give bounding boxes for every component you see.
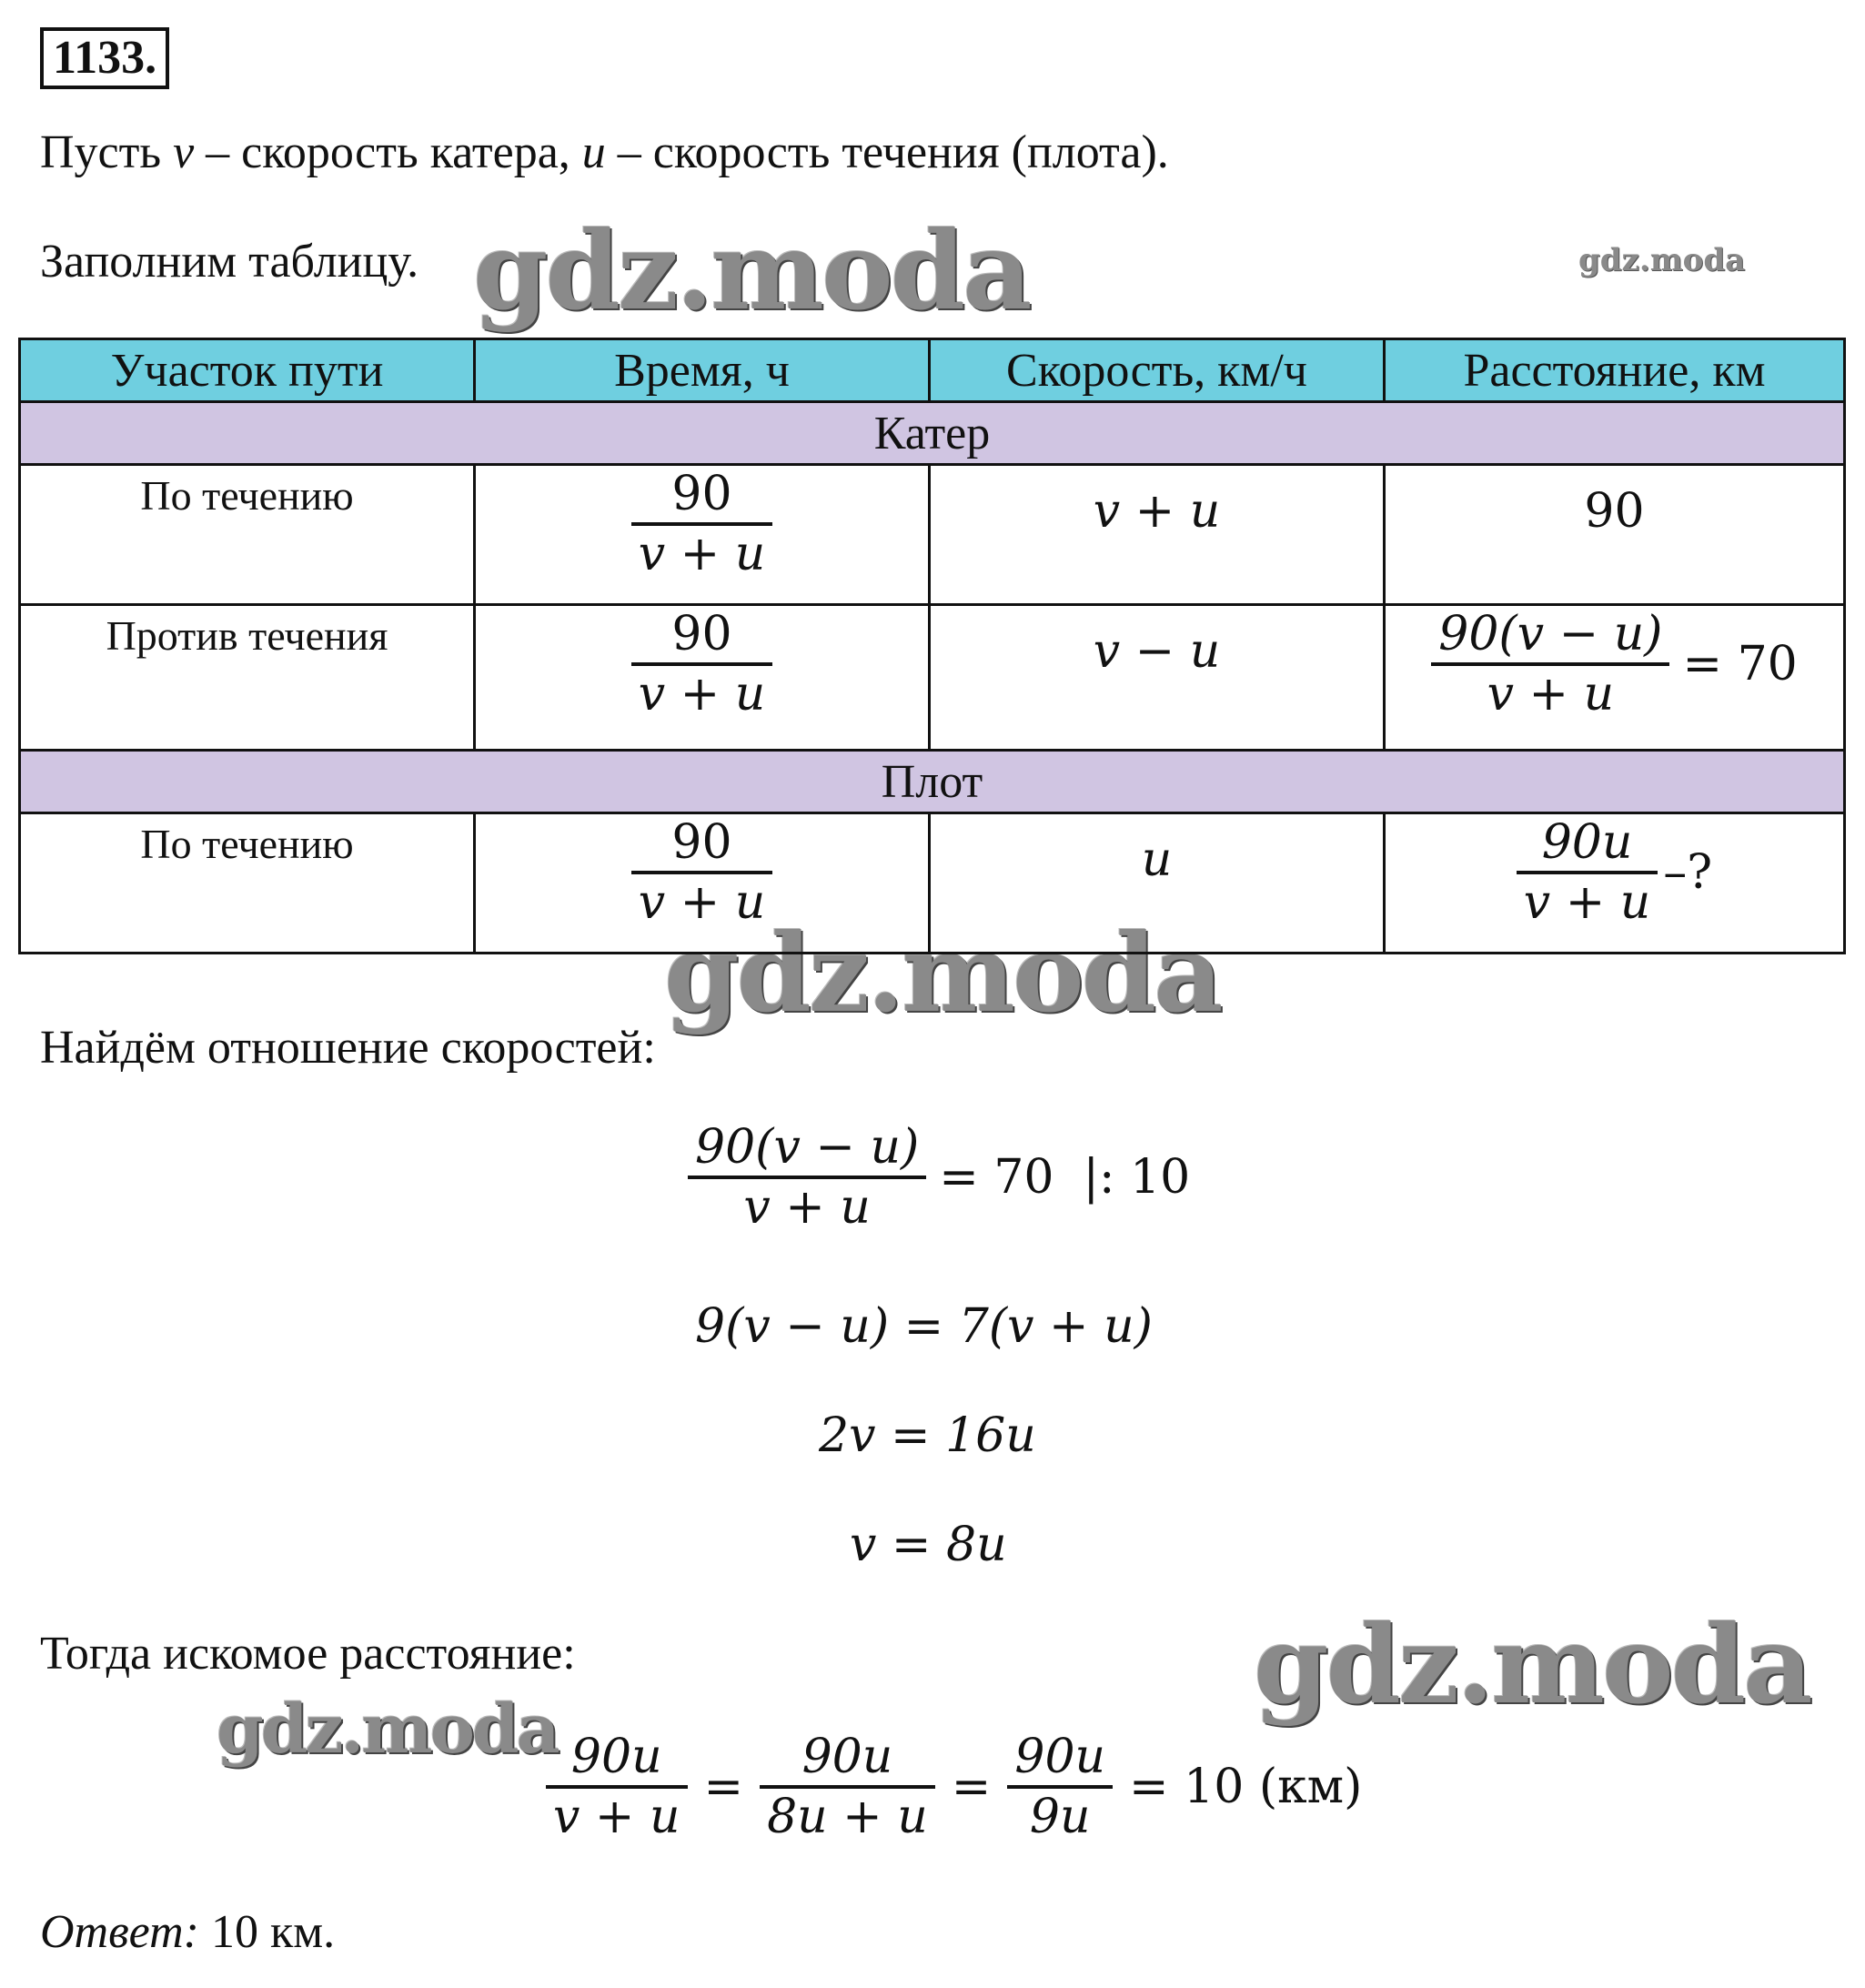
equation-1: $\frac{90(v - u)}{v + u}$ = 70 |: 10 — [688, 1119, 1190, 1236]
answer-value: 10 км. — [198, 1906, 336, 1958]
intro-text: Пусть v – скорость катера, u – скорость течения (плота). — [40, 126, 1169, 178]
equation-2: 9(v − u) = 7(v + u) — [695, 1299, 1153, 1354]
answer — [40, 1905, 335, 1960]
equation-3: 2v = 16u — [819, 1408, 1036, 1463]
time-cell: $\frac{90}{v + u}$ — [475, 465, 930, 605]
speed-cell: v + u — [930, 465, 1385, 605]
distance-cell: $\frac{90(v - u)}{v + u}$ = 70 — [1385, 605, 1845, 751]
distance-cell: $\frac{90u}{v + u}$ –? — [1385, 813, 1845, 954]
speed-cell: u — [930, 813, 1385, 954]
time-cell: $\frac{90}{v + u}$ — [475, 813, 930, 954]
watermark-small: gdz.moda — [1578, 242, 1746, 278]
row-label: По течению — [20, 813, 475, 954]
table-row — [20, 465, 1845, 605]
section-boat: Катер — [20, 402, 1845, 465]
equation-4: v = 8u — [850, 1518, 1007, 1572]
watermark: gdz.moda — [217, 1690, 558, 1769]
final-equation: $\frac{90u}{v + u}$ = $\frac{90u}{8u + u}$ = $\frac{90u}{9u}$ = 10 (км) — [546, 1729, 1362, 1845]
answer-label: Ответ: — [40, 1906, 199, 1958]
header-distance: Расстояние, км — [1385, 339, 1845, 402]
watermark: gdz.moda — [664, 910, 1221, 1036]
find-ratio-text: Найдём отношение скоростей: — [40, 1022, 656, 1074]
distance-cell: 90 — [1385, 465, 1845, 605]
data-table — [18, 338, 1846, 954]
table-row — [20, 813, 1845, 954]
table-row — [20, 605, 1845, 751]
problem-number: 1133. — [40, 27, 169, 89]
watermark: gdz.moda — [473, 207, 1030, 334]
time-cell: $\frac{90}{v + u}$ — [475, 605, 930, 751]
row-label: По течению — [20, 465, 475, 605]
row-label: Против течения — [20, 605, 475, 751]
watermark: gdz.moda — [1254, 1601, 1810, 1728]
speed-cell: v − u — [930, 605, 1385, 751]
section-raft: Плот — [20, 751, 1845, 813]
then-text: Тогда искомое расстояние: — [40, 1628, 576, 1680]
header-section: Участок пути — [20, 339, 475, 402]
header-time: Время, ч — [475, 339, 930, 402]
header-speed: Скорость, км/ч — [930, 339, 1385, 402]
fill-table-text: Заполним таблицу. — [40, 236, 419, 288]
